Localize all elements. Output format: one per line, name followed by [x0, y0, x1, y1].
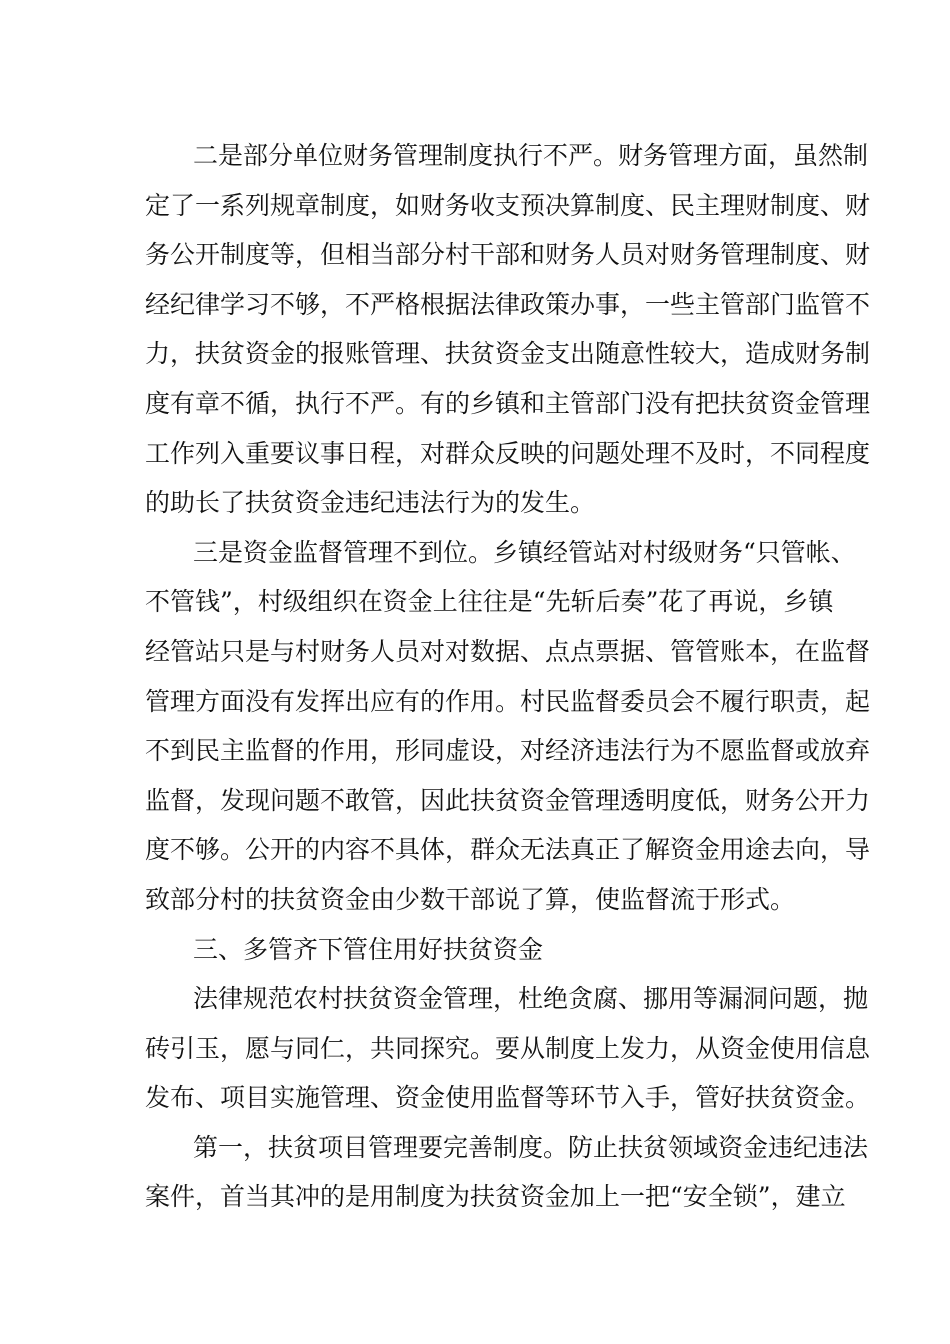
text-line: 经纪律学习不够，不严格根据法律政策办事，一些主管部门监管不	[145, 289, 871, 319]
text-line: 发布、项目实施管理、资金使用监督等环节入手，管好扶贫资金。	[145, 1083, 871, 1113]
text-line: 的助长了扶贫资金违纪违法行为的发生。	[145, 488, 596, 518]
text-line: 管理方面没有发挥出应有的作用。村民监督委员会不履行职责，起	[145, 686, 871, 716]
text-line: 度有章不循，执行不严。有的乡镇和主管部门没有把扶贫资金管理	[145, 388, 871, 418]
text-line: 不管钱”，村级组织在资金上往往是“先斩后奏”花了再说，乡镇	[145, 587, 834, 617]
text-line: 经管站只是与村财务人员对对数据、点点票据、管管账本，在监督	[145, 636, 871, 666]
text-line: 监督，发现问题不敢管，因此扶贫资金管理透明度低，财务公开力	[145, 785, 871, 815]
text-line: 务公开制度等，但相当部分村干部和财务人员对财务管理制度、财	[145, 240, 871, 270]
text-line: 二是部分单位财务管理制度执行不严。财务管理方面，虽然制	[193, 141, 869, 170]
text-line: 工作列入重要议事日程，对群众反映的问题处理不及时，不同程度	[145, 438, 871, 468]
text-line: 定了一系列规章制度，如财务收支预决算制度、民主理财制度、财	[145, 190, 871, 220]
text-line: 致部分村的扶贫资金由少数干部说了算，使监督流于形式。	[145, 884, 796, 914]
section-heading: 三、多管齐下管住用好扶贫资金	[193, 934, 544, 964]
text-line: 法律规范农村扶贫资金管理，杜绝贪腐、挪用等漏洞问题，抛	[193, 984, 869, 1014]
text-line: 案件，首当其冲的是用制度为扶贫资金加上一把“安全锁”，建立	[145, 1182, 846, 1212]
text-line: 度不够。公开的内容不具体，群众无法真正了解资金用途去向，导	[145, 835, 871, 865]
document-body	[145, 131, 871, 1222]
text-line: 不到民主监督的作用，形同虚设，对经济违法行为不愿监督或放弃	[145, 736, 871, 766]
text-line: 砖引玉，愿与同仁，共同探究。要从制度上发力，从资金使用信息	[145, 1033, 871, 1063]
text-line: 第一，扶贫项目管理要完善制度。防止扶贫领域资金违纪违法	[193, 1132, 869, 1162]
text-line: 力，扶贫资金的报账管理、扶贫资金支出随意性较大，造成财务制	[145, 339, 871, 369]
text-line: 三是资金监督管理不到位。乡镇经管站对村级财务“只管帐、	[193, 537, 856, 567]
